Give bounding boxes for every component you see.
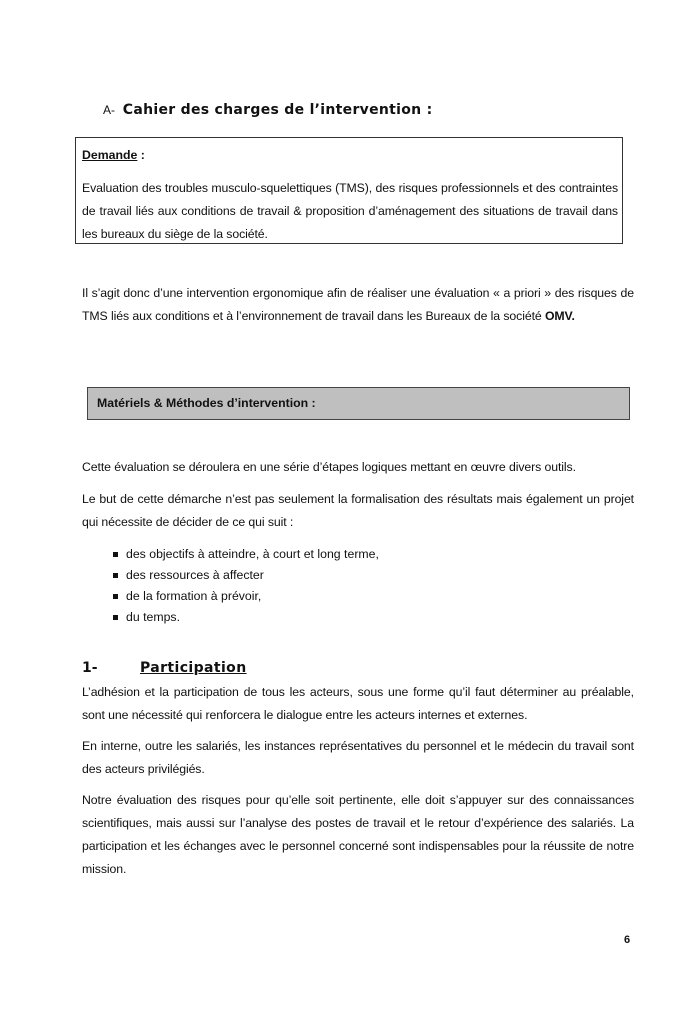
list-item	[113, 586, 379, 607]
demande-text: Evaluation des troubles musculo-squelettiques (TMS), des risques professionnels et des contraintes de travail liés aux conditions de travail & proposition d’aménagement des situations de travail dans les bureaux du siège de la société.	[82, 181, 618, 241]
paragraph-adhesion: L’adhésion et la participation de tous les acteurs, sous une forme qu’il faut déterminer au préalable, sont une nécessité qui renforcera le dialogue entre les acteurs internes et externes.	[82, 685, 634, 722]
list-item-text: des ressources à affecter	[126, 568, 264, 582]
company-name: OMV.	[544, 309, 575, 323]
page-number: 6	[624, 934, 631, 946]
bullet-square-icon	[113, 552, 118, 557]
list-item	[113, 544, 379, 565]
section-a-heading	[103, 102, 433, 118]
section-1-number: 1-	[82, 660, 98, 676]
section-1-heading	[82, 660, 247, 676]
demande-label-text: Demande	[82, 148, 138, 162]
section-a-title: Cahier des charges de l’intervention :	[122, 102, 433, 118]
demande-box	[75, 137, 623, 244]
section-1-title: Participation	[140, 660, 247, 676]
list-item-text: du temps.	[126, 610, 180, 624]
paragraph-interne: En interne, outre les salariés, les instances représentatives du personnel et le médecin du travail sont des acteurs privilégiés.	[82, 739, 634, 776]
intro-paragraph	[82, 282, 634, 328]
methods-box	[87, 387, 630, 420]
paragraph-evaluation: Cette évaluation se déroulera en une série d’étapes logiques mettant en œuvre divers outils.	[82, 460, 576, 474]
paragraph-evaluation-risques: Notre évaluation des risques pour qu’elle soit pertinente, elle doit s’appuyer sur des connaissances scientifiques, mais aussi sur l’analyse des postes de travail et le retour d’expérience des salariés. La participation et les échanges avec le personnel concerné sont indispensables pour la réussite de notre mission.	[82, 793, 634, 876]
demande-label-suffix: :	[137, 148, 145, 162]
bullet-square-icon	[113, 573, 118, 578]
methods-box-label: Matériels & Méthodes d’intervention :	[97, 396, 316, 410]
bullet-list	[113, 544, 379, 628]
section-a-prefix: A-	[103, 103, 115, 117]
bullet-square-icon	[113, 615, 118, 620]
intro-paragraph-text: Il s’agit donc d’une intervention ergonomique afin de réaliser une évaluation « a priori » des risques de TMS liés aux conditions et à l’environnement de travail dans les Bureaux de la société	[82, 286, 634, 323]
bullet-square-icon	[113, 594, 118, 599]
list-item-text: des objectifs à atteindre, à court et long terme,	[126, 547, 379, 561]
demande-label	[82, 144, 618, 166]
list-item	[113, 607, 379, 628]
paragraph-demarche: Le but de cette démarche n’est pas seulement la formalisation des résultats mais également un projet qui nécessite de décider de ce qui suit :	[82, 492, 634, 529]
list-item-text: de la formation à prévoir,	[126, 589, 262, 603]
list-item	[113, 565, 379, 586]
